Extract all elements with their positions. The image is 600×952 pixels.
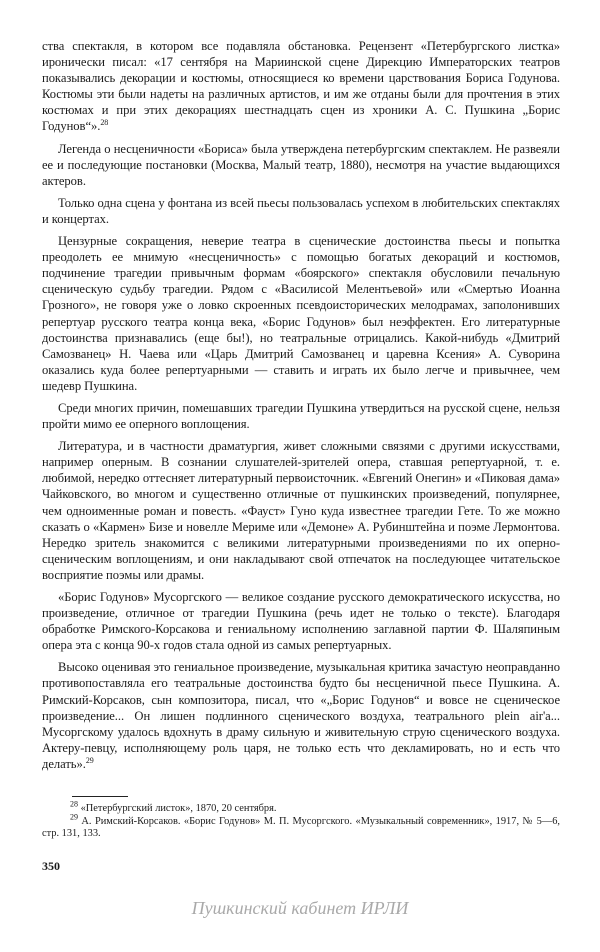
paragraph: Только одна сцена у фонтана из всей пьесы пользовалась успехом в любительских спектаклях и концертах. bbox=[42, 195, 560, 226]
note-ref-28[interactable]: 28 bbox=[100, 118, 109, 128]
page-body bbox=[42, 38, 560, 778]
footnote: $^{28}$ «Петербургский листок», 1870, 20 сентября. bbox=[70, 799, 277, 814]
note-ref-29[interactable]: 29 bbox=[85, 755, 94, 765]
page-number: 350 bbox=[42, 859, 60, 873]
paragraph: «Борис Годунов» Мусоргского — великое создание русского демократического искусства, но произведение, отличное от трагедии Пушкина (речь идет не только о тексте). Благодаря обработке Римского-Корсакова и гениальному исполнению заглавной партии Ф. Шаляпиным опера эта с конца 90-х годов стала одной из самых репертуарных. bbox=[42, 590, 560, 653]
footnotes bbox=[42, 799, 560, 841]
paragraph: Литература, и в частности драматургия, живет сложными связями с другими искусствами, например оперным. В сознании слушателей-зрителей опера, ставшая репертуарной, т. е. любимой, нередко оттесняет литературный первоисточник. «Евгений Онегин» и «Пиковая дама» Чайковского, во многом и существенно отличные от пушкинских произведений, популярнее, чем одноименные роман и повесть. «Фауст» Гуно куда известнее трагедии Гете. То же можно сказать о «Кармен» Бизе и новелле Мериме или «Демоне» А. Рубинштейна и поэме Лермонтова. Нередко зритель знакомится с великими литературными произведениями по их оперно-сценическим воплощениям, и они накладывают свой отпечаток на последующее читательское восприятие поэмы или драмы. bbox=[42, 439, 560, 582]
paragraph: Легенда о несценичности «Бориса» была утверждена петербургским спектаклем. Не развеяли ее и последующие постановки (Москва, Малый театр, 1880), несмотря на участие выдающихся актеров. bbox=[42, 141, 560, 188]
footnote: $^{29}$ А. Римский-Корсаков. «Борис Годунов» М. П. Мусоргского. «Музыкальный современник», 1917, № 5—6, стр. 131, 133. bbox=[42, 812, 560, 840]
paragraph: Высоко оценивая это гениальное произведение, музыкальная критика зачастую неоправданно противопоставляла его театральные достоинства будто бы несценичной пьесе Пушкина. А. Римский-Корсаков, сын композитора, писал, что «„Борис Годунов“ и вовсе не сценическое произведение... Он лишен подлинного сценического воздуха, театрального plein air'a... Мусоргскому удалось вдохнуть в драму сильную и живительную струю сценического воздуха. Актеру-певцу, исполняющему роль царя, не только есть что декламировать, но и есть что делать».$^{29}$ bbox=[42, 660, 560, 771]
watermark: Пушкинский кабинет ИРЛИ bbox=[191, 898, 409, 918]
paragraph: Цензурные сокращения, неверие театра в сценические достоинства пьесы и попытка преодолеть ее мнимую «несценичность» с помощью богатых декораций и костюмов, подчинение трагедии привычным формам «боярского» спектакля обусловили печальную сценическую судьбу трагедии. Рядом с «Василисой Мелентьевой» или «Смертью Иоанна Грозного», не говоря уже о ловко скроенных псевдоисторических мелодрамах, заполонивших репертуар русского театра конца века, «Борис Годунов» был неэффектен. Его литературные достоинства признавались (еще бы!), но театральные отрицались. Какой-нибудь «Дмитрий Самозванец» Н. Чаева или «Царь Дмитрий Самозванец и царевна Ксения» А. Суворина оказались куда более репертуарными — ставить и играть их было легче и привычнее, чем шедевр Пушкина. bbox=[42, 234, 560, 393]
footnote-divider bbox=[72, 796, 128, 797]
paragraph: ства спектакля, в котором все подавляла обстановка. Рецензент «Петербургского листка» иронически писал: «17 сентября на Мариинской сцене Дирекцию Императорских театров показывались декорации и костюмы, относящиеся ко времени царствования Бориса Годунова. Костюмы эти были надеты на различных артистов, и им же отданы были для прочтения в этих костюмах и при этих декорациях шестнадцать сцен из хроники А. С. Пушкина „Борис Годунов“».$^{28}$ bbox=[42, 39, 560, 134]
paragraph: Среди многих причин, помешавших трагедии Пушкина утвердиться на русской сцене, нельзя пройти мимо ее оперного воплощения. bbox=[42, 400, 560, 432]
